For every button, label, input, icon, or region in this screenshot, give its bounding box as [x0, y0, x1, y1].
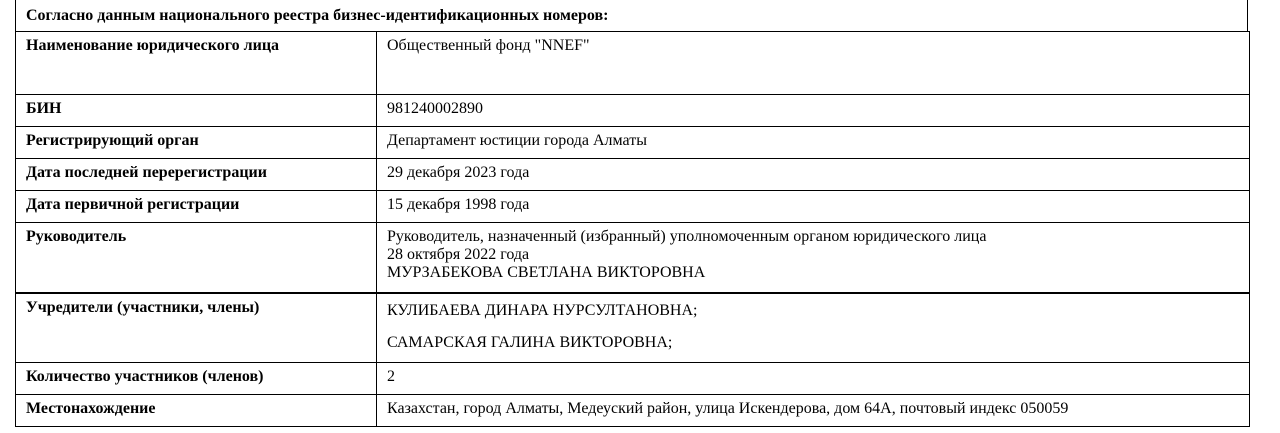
member-count-label: Количество участников (членов) [16, 363, 377, 395]
table-row-legal-name [16, 32, 1250, 95]
registry-extract [15, 0, 1250, 433]
first-registration-value: 15 декабря 1998 года [377, 191, 1250, 223]
table-row-member-count [16, 363, 1250, 395]
founders-value [377, 293, 1250, 363]
head-appointment-text: Руководитель, назначенный (избранный) уполномоченным органом юридического лица [387, 228, 987, 245]
bin-label: БИН [16, 95, 377, 127]
table-row-bin [16, 95, 1250, 127]
registrar-label: Регистрирующий орган [16, 127, 377, 159]
registry-table [15, 31, 1250, 427]
founder-item: КУЛИБАЕВА ДИНАРА НУРСУЛТАНОВНА; [387, 302, 698, 319]
location-label: Местонахождение [16, 395, 377, 427]
head-appointment-date: 28 октября 2022 года [387, 246, 530, 263]
location-value: Казахстан, город Алматы, Медеуский район, улица Искендерова, дом 64А, почтовый индекс 050059 [377, 395, 1250, 427]
first-registration-label: Дата первичной регистрации [16, 191, 377, 223]
table-row-head [16, 223, 1250, 294]
legal-name-label: Наименование юридического лица [16, 32, 377, 95]
table-row-last-reregistration [16, 159, 1250, 191]
last-reregistration-value: 29 декабря 2023 года [377, 159, 1250, 191]
table-row-registrar [16, 127, 1250, 159]
bin-value: 981240002890 [377, 95, 1250, 127]
table-row-first-registration [16, 191, 1250, 223]
legal-name-value: Общественный фонд "NNEF" [377, 32, 1250, 95]
table-row-location [16, 395, 1250, 427]
registry-heading: Согласно данным национального реестра бизнес-идентификационных номеров: [15, 0, 1248, 31]
registrar-value: Департамент юстиции города Алматы [377, 127, 1250, 159]
head-full-name: МУРЗАБЕКОВА СВЕТЛАНА ВИКТОРОВНА [387, 264, 706, 281]
head-value [377, 223, 1250, 294]
member-count-value: 2 [377, 363, 1250, 395]
founders-label: Учредители (участники, члены) [16, 293, 377, 363]
table-row-founders [16, 293, 1250, 363]
founder-item: САМАРСКАЯ ГАЛИНА ВИКТОРОВНА; [387, 334, 673, 351]
last-reregistration-label: Дата последней перерегистрации [16, 159, 377, 191]
head-label: Руководитель [16, 223, 377, 294]
